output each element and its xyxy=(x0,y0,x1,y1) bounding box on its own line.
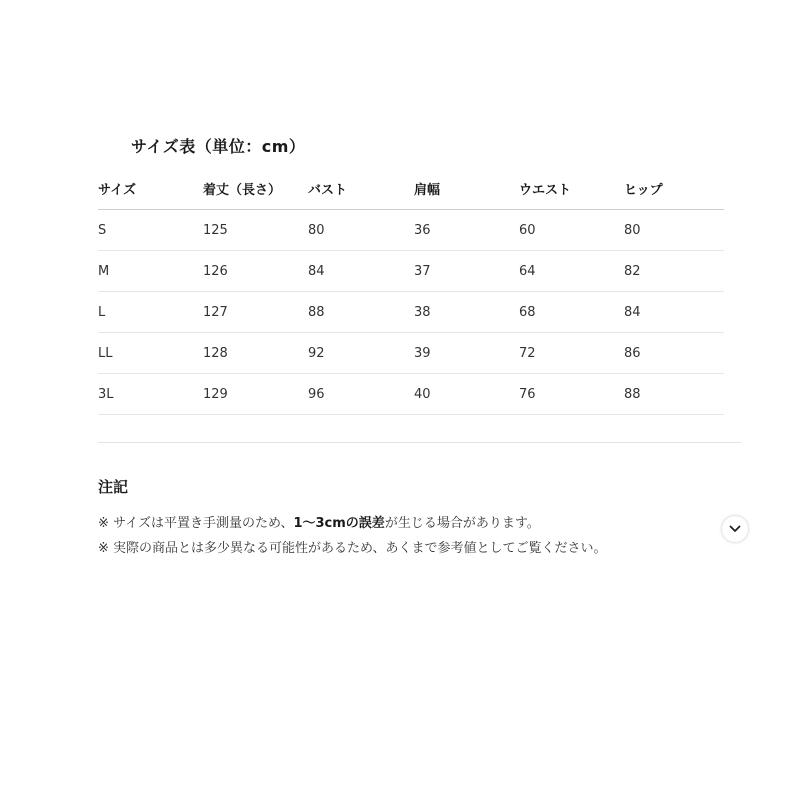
cell-size: L xyxy=(98,292,203,333)
note-measurement-error xyxy=(98,512,540,531)
cell-bust: 80 xyxy=(308,210,414,251)
chevron-down-icon xyxy=(729,524,741,534)
header-size: サイズ xyxy=(98,168,203,210)
table-row xyxy=(98,333,724,374)
notes-title: 注記 xyxy=(98,478,129,496)
cell-waist: 60 xyxy=(519,210,624,251)
cell-hip: 84 xyxy=(624,292,724,333)
cell-length: 127 xyxy=(203,292,308,333)
cell-shoulder: 37 xyxy=(414,251,519,292)
table-row xyxy=(98,251,724,292)
size-chart-title: サイズ表（単位：cm） xyxy=(131,137,306,156)
cell-size: 3L xyxy=(98,374,203,415)
cell-shoulder: 40 xyxy=(414,374,519,415)
cell-hip: 86 xyxy=(624,333,724,374)
header-length: 着丈（長さ） xyxy=(203,168,308,210)
cell-shoulder: 39 xyxy=(414,333,519,374)
cell-bust: 88 xyxy=(308,292,414,333)
table-row xyxy=(98,210,724,251)
expand-button[interactable] xyxy=(722,516,748,542)
note-text: ※ サイズは平置き手測量のため、 xyxy=(98,516,294,531)
table-row xyxy=(98,292,724,333)
cell-size: LL xyxy=(98,333,203,374)
table-header-row xyxy=(98,168,724,210)
cell-size: S xyxy=(98,210,203,251)
cell-hip: 88 xyxy=(624,374,724,415)
cell-bust: 96 xyxy=(308,374,414,415)
note-emphasis: 1～3cmの誤差 xyxy=(293,516,385,531)
cell-bust: 92 xyxy=(308,333,414,374)
table-row xyxy=(98,374,724,415)
note-text: が生じる場合があります。 xyxy=(384,516,540,531)
cell-length: 126 xyxy=(203,251,308,292)
cell-waist: 72 xyxy=(519,333,624,374)
cell-shoulder: 36 xyxy=(414,210,519,251)
cell-waist: 76 xyxy=(519,374,624,415)
cell-waist: 68 xyxy=(519,292,624,333)
header-shoulder: 肩幅 xyxy=(414,168,519,210)
cell-waist: 64 xyxy=(519,251,624,292)
header-hip: ヒップ xyxy=(624,168,724,210)
cell-length: 129 xyxy=(203,374,308,415)
cell-size: M xyxy=(98,251,203,292)
cell-hip: 82 xyxy=(624,251,724,292)
header-bust: バスト xyxy=(308,168,414,210)
cell-length: 125 xyxy=(203,210,308,251)
header-waist: ウエスト xyxy=(519,168,624,210)
cell-hip: 80 xyxy=(624,210,724,251)
note-reference-values: ※ 実際の商品とは多少異なる可能性があるため、あくまで参考値としてご覧ください。 xyxy=(98,541,607,556)
cell-bust: 84 xyxy=(308,251,414,292)
section-divider xyxy=(98,442,741,443)
size-table xyxy=(98,168,724,415)
cell-length: 128 xyxy=(203,333,308,374)
cell-shoulder: 38 xyxy=(414,292,519,333)
